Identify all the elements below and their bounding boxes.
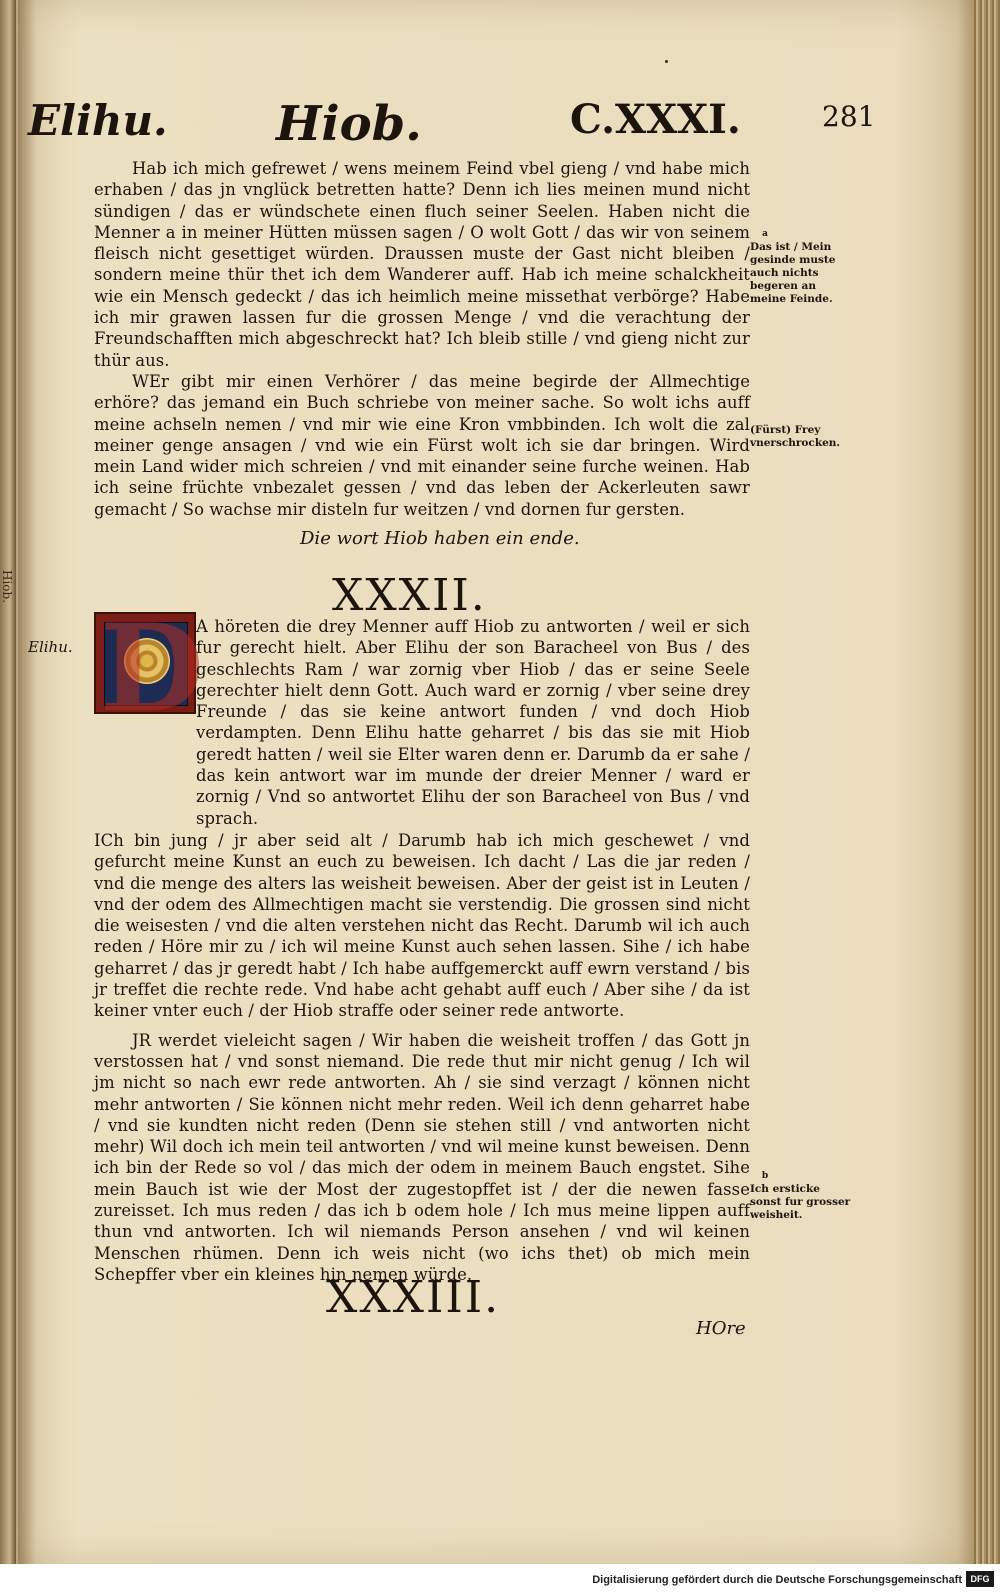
paragraph: Hab ich mich gefrewet / wens meinem Feind vbel gieng / vnd habe mich erhaben / das jn vnglück betretten hatte? Denn ich lies meinen mund nicht sündigen / das er wündschete einen fluch seiner Seelen. Haben nicht die Menner a in meiner Hütten müssen sagen / O wolt Gott / das wir von seinem fleisch nicht gesettiget würden. Draussen muste der Gast nicht bleiben / sondern meine thür thet ich dem Wanderer auff. Hab ich meine schalckheit wie ein Mensch gedeckt / das ich heimlich meine missethat verbörge? Habe ich mir grawen lassen fur die grossen Menge / vnd die verachtung der Freundschafften mich abgeschreckt hat? Ich bleib stille / vnd gieng nicht zur thür aus.	[94, 159, 750, 370]
running-head-chapter: C.XXXI.	[570, 96, 741, 143]
paragraph: JR werdet vieleicht sagen / Wir haben die weisheit troffen / das Gott jn verstossen hat / vnd sonst niemand. Die rede thut mir nicht genug / Ich wil jm nicht so nach ewr rede antworten. Ah / sie sind verzagt / können nicht mehr antworten / Sie können nicht mehr reden. Weil ich denn geharret habe / vnd sie kundten nicht reden (Denn sie stehen still / vnd antworten nicht mehr) Wil doch ich mein teil antworten / vnd wil meine kunst beweisen. Denn ich bin der Rede so vol / das mich der odem in meinem Bauch engstet. Sihe mein Bauch ist wie der Most der zugestopffet ist / der die newen fasse zureisset. Ich mus reden / das ich b odem hole / Ich mus meine lippen auff thun vnd antworten. Ich wil niemands Person ansehen / vnd wil keinen Menschen rhümen. Denn ich weis nicht (wo ichs thet) ob mich mein Schepffer vber ein kleines hin nemen würde.	[94, 1030, 750, 1284]
chapter-32-title: XXXII.	[332, 570, 487, 621]
catchword: HOre	[696, 1318, 746, 1339]
margin-note-b	[750, 1170, 854, 1222]
paragraph: ICh bin jung / jr aber seid alt / Darumb hab ich mich geschewet / vnd gefurcht meine Kunst an euch zu beweisen. Ich dacht / Las die jar reden / vnd die menge des alters las weisheit beweisen. Aber der geist ist in Leuten / vnd der odem des Allmechtigen macht sie verstendig. Die grossen sind nicht die weisesten / vnd die alten verstehen nicht das Recht. Darumb wil ich auch reden / Höre mir zu / ich wil meine Kunst auch sehen lassen. Sihe / ich habe geharret / das jr geredt habt / Ich habe auffgemerckt auff ewrn verstand / bis jr treffet die rechte rede. Vnd habe acht gehabt auff euch / Aber sihe / da ist keiner vnter euch / der Hiob straffe oder seiner rede antworte.	[94, 831, 750, 1021]
previous-page-margin-note-1: Hiob.	[0, 570, 14, 604]
margin-note-furst: (Fürst) Frey vnerschrocken.	[750, 424, 841, 449]
initial-letter: D	[100, 598, 205, 739]
running-head-left: Elihu.	[28, 96, 168, 145]
chapter-31-text	[94, 158, 750, 520]
decorated-initial	[94, 598, 205, 739]
chapter-33-title: XXXIII.	[326, 1272, 501, 1323]
speaker-side-label: Elihu.	[28, 638, 73, 656]
chapter-end-line: Die wort Hiob haben ein ende.	[300, 528, 580, 549]
page-number: 281	[822, 100, 876, 133]
running-head-book-title: Hiob.	[276, 96, 422, 152]
dfg-logo: DFG	[966, 1571, 994, 1587]
note-marker: b	[761, 1171, 769, 1181]
paragraph: WEr gibt mir einen Verhörer / das meine begirde der Allmechtige erhöre? das jemand ein Buch schriebe von meiner sache. So wolt ichs auff meine achseln nemen / vnd mir wie eine Kron vmbbinden. Ich wolt die zal meiner genge ansagen / vnd wie ein Fürst wolt ich sie dar bringen. Wird mein Land wider mich schreien / vnd mit einander seine furche weinen. Hab ich seine früchte vnbezalet gessen / vnd das leben der Ackerleuten sawr gemacht / So wachse mir disteln fur weitzen / vnd dornen fur gersten.	[94, 371, 750, 519]
note-text: Ich ersticke sonst fur grosser weisheit.	[750, 1183, 851, 1221]
chapter-32-text	[94, 830, 750, 1285]
chapter-32-opening	[196, 616, 750, 829]
note-marker: a	[762, 229, 768, 239]
previous-page-edge	[0, 0, 16, 1592]
margin-note-a	[750, 228, 854, 306]
ink-speck	[665, 60, 668, 63]
page-stack-edge	[974, 0, 1000, 1564]
digitization-credit: Digitalisierung gefördert durch die Deutsche Forschungsgemeinschaft	[592, 1574, 962, 1586]
paragraph: A höreten die drey Menner auff Hiob zu antworten / weil er sich fur gerecht hielt. Aber Elihu der son Baracheel von Bus / des geschlechts Ram / war zornig vber Hiob / das er seine Seele gerechter hielt denn Gott. Auch ward er zornig / vber seine drey Freunde / das sie keine antwort funden / vnd doch Hiob verdampten. Denn Elihu hatte geharret / bis das sie mit Hiob geredt hatten / weil sie Elter waren denn er. Darumb da er sahe / das kein antwort war im munde der dreier Menner / ward er zornig / Vnd so antwortet Elihu der son Baracheel von Bus / vnd sprach.	[196, 617, 750, 828]
note-text: Das ist / Mein gesinde muste auch nichts begeren an meine Feinde.	[750, 241, 836, 305]
